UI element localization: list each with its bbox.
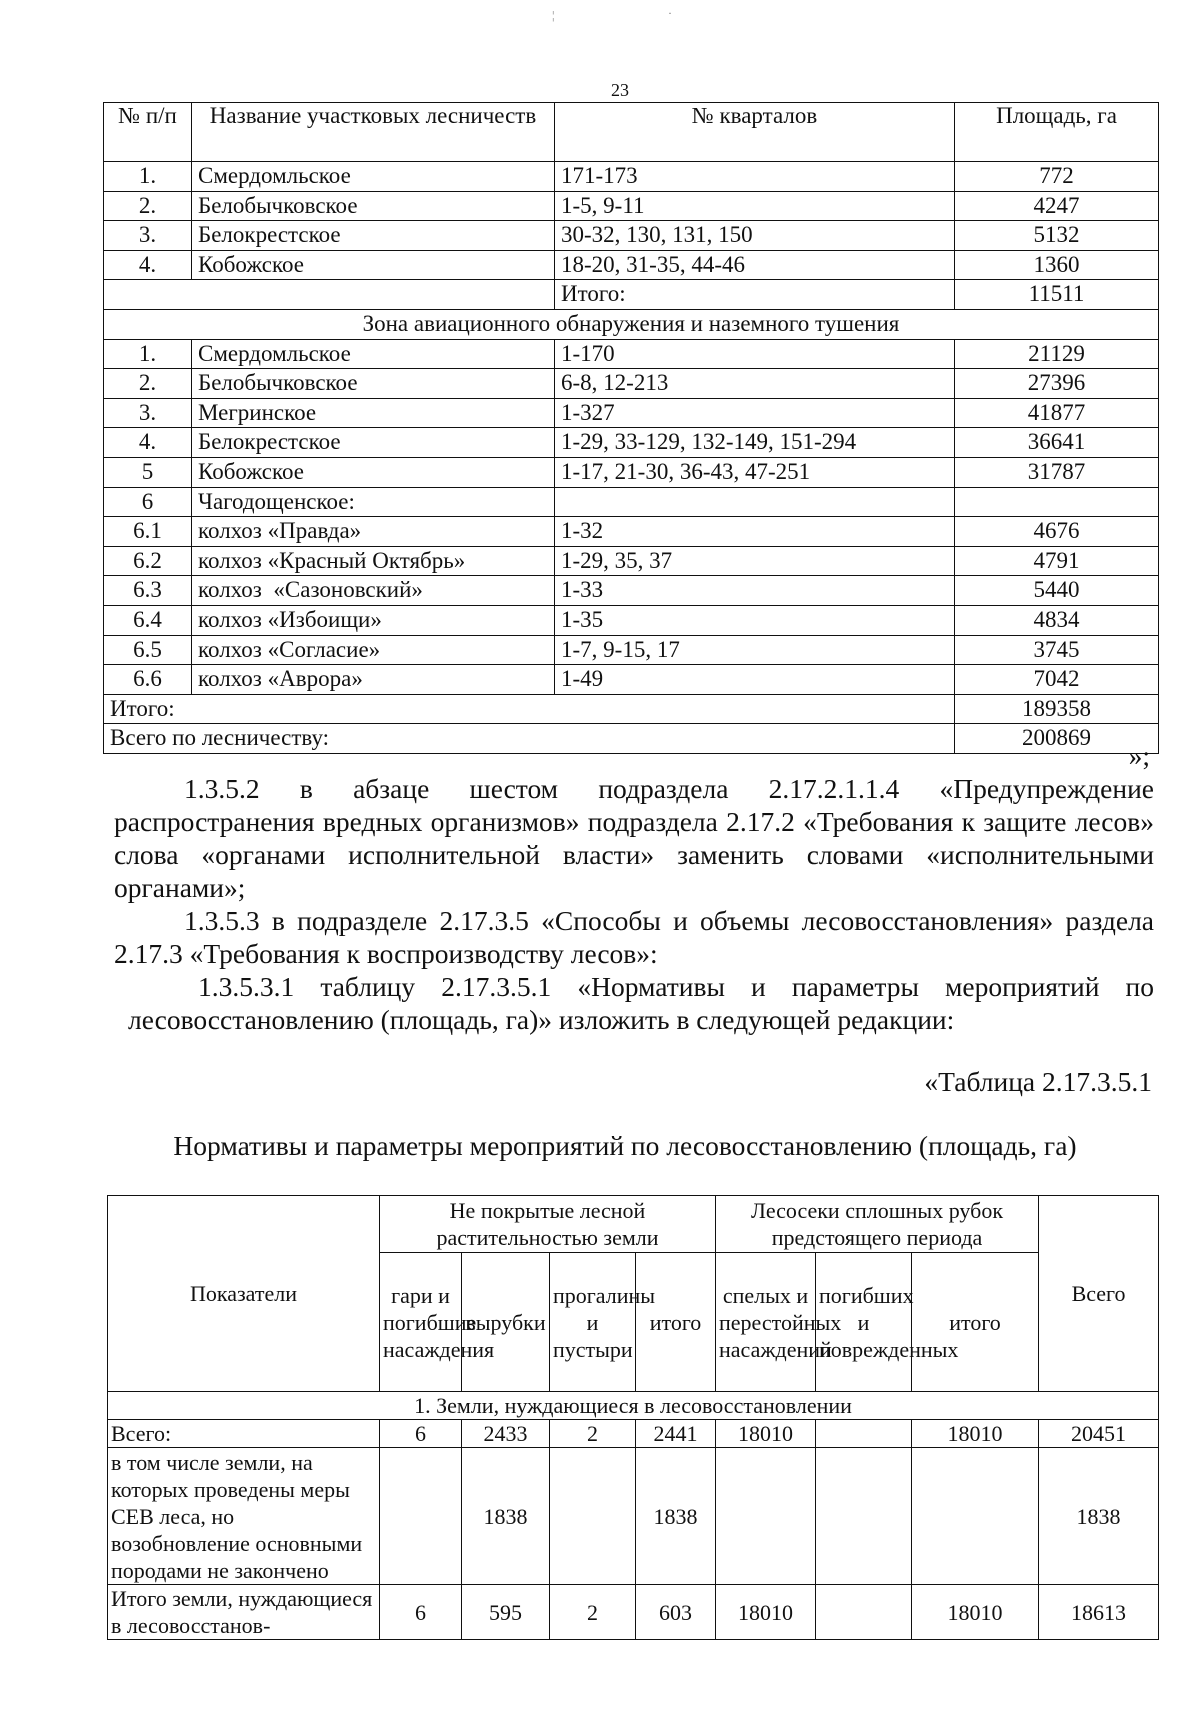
cell-value: 18010 [716,1585,816,1640]
table-row [104,665,1159,695]
paragraph-2: 1.3.5.3 в подразделе 2.17.3.5 «Способы и объемы лесовосстановления» раздела 2.17.3 «Требования к воспроизводству лесов»: [114,905,1154,969]
cell-value: 2 [550,1420,636,1448]
cell-area: 4247 [955,191,1159,221]
cell-area: 21129 [955,339,1159,369]
cell-quarters: 1-32 [555,517,955,547]
cell-name: Смердомльское [192,339,555,369]
table-row [104,457,1159,487]
cell-num: 6.6 [104,665,192,695]
cell-num: 6.1 [104,517,192,547]
cell-value: 6 [380,1420,462,1448]
header-subtotal-1: итого [636,1253,716,1392]
cell-num: 6.5 [104,635,192,665]
cell-value [912,1448,1039,1585]
cell-num: 6.4 [104,605,192,635]
page-number: 23 [611,80,629,100]
cell-area: 5132 [955,221,1159,251]
cell-quarters: 30-32, 130, 131, 150 [555,221,955,251]
grand-total-label: Всего по лесничеству: [104,724,955,754]
total-area: 189358 [955,694,1159,724]
header-group-uncovered: Не покрытые лесной растительностью земли [380,1196,716,1253]
table-row [104,191,1159,221]
cell-area: 41877 [955,398,1159,428]
cell-quarters: 1-33 [555,576,955,606]
header-name: Название участковых лесничеств [192,103,555,162]
cell-area: 4791 [955,546,1159,576]
total-label: Итого: [104,694,955,724]
header-total: Всего [1039,1196,1159,1392]
closing-quote: »; [1128,740,1150,771]
header-damaged: погибших и поврежденных [816,1253,912,1392]
header-indicators: Показатели [108,1196,380,1392]
grand-total-area: 200869 [955,724,1159,754]
zone-title-row [104,309,1159,339]
table-title: Нормативы и параметры мероприятий по лесовосстановлению (площадь, га) [173,1130,1077,1161]
table-row [108,1420,1159,1448]
header-num: № п/п [104,103,192,162]
table-row [104,221,1159,251]
cell-num: 5 [104,457,192,487]
cell-area: 31787 [955,457,1159,487]
header-mature: спелых и перестойных насаждений [716,1253,816,1392]
cell-num: 6 [104,487,192,517]
cell-value: 6 [380,1585,462,1640]
cell-quarters: 1-29, 35, 37 [555,546,955,576]
cell-area: 7042 [955,665,1159,695]
cell-quarters: 1-170 [555,339,955,369]
cell-quarters: 1-29, 33-129, 132-149, 151-294 [555,428,955,458]
cell-value [716,1448,816,1585]
header-area: Площадь, га [955,103,1159,162]
cell-num: 3. [104,221,192,251]
section-title: 1. Земли, нуждающиеся в лесовосстановлении [108,1392,1159,1420]
cell-area: 1360 [955,250,1159,280]
cell-value [816,1420,912,1448]
cell-name: колхоз «Согласие» [192,635,555,665]
cell-value: 18010 [912,1420,1039,1448]
cell-name: колхоз «Правда» [192,517,555,547]
scan-speck: · [668,6,672,20]
cell-name: Белокрестское [192,428,555,458]
cell-quarters: 1-5, 9-11 [555,191,955,221]
paragraph-1: 1.3.5.2 в абзаце шестом подраздела 2.17.2.1.1.4 «Предупреждение распространения вредных организмов» подраздела 2.17.2 «Требования к защите лесов» слова «органами исполнительной власти» заменить словами «исполнительными органами»; [114,773,1154,903]
table-row [104,339,1159,369]
cell-name: колхоз «Красный Октябрь» [192,546,555,576]
cell-value: 18010 [912,1585,1039,1640]
header-quarters: № кварталов [555,103,955,162]
cell-quarters: 1-327 [555,398,955,428]
cell-quarters [555,487,955,517]
cell-value: 2 [550,1585,636,1640]
cell-name: Кобожское [192,250,555,280]
cell-value [816,1448,912,1585]
table-row [104,250,1159,280]
reforestation-table [107,1195,1159,1640]
subtotal-area: 11511 [955,280,1159,310]
row-label: Всего: [108,1420,380,1448]
scan-speck: ¦ [552,8,555,22]
table-row [104,635,1159,665]
table-row [104,162,1159,192]
cell-value: 18010 [716,1420,816,1448]
table-header-row [104,103,1159,162]
cell-name: колхоз «Аврора» [192,665,555,695]
row-label: Итого земли, нуждающиеся в лесовосстанов- [108,1585,380,1640]
paragraph-3: 1.3.5.3.1 таблицу 2.17.3.5.1 «Нормативы и параметры мероприятий по лесовосстановлению (площадь, га)» изложить в следующей редакции: [128,971,1154,1035]
row-label: в том числе земли, на которых проведены меры СЕВ леса, но возобновление основными породами не закончено [108,1448,380,1585]
cell-name: колхоз «Избоищи» [192,605,555,635]
cell-value: 1838 [636,1448,716,1585]
cell-quarters: 1-35 [555,605,955,635]
cell-num: 1. [104,162,192,192]
cell-value: 2433 [462,1420,550,1448]
cell-area: 36641 [955,428,1159,458]
cell-num: 6.2 [104,546,192,576]
cell-quarters: 1-7, 9-15, 17 [555,635,955,665]
cell-quarters: 1-49 [555,665,955,695]
table-caption: «Таблица 2.17.3.5.1 [924,1066,1152,1097]
cell-total: 20451 [1039,1420,1159,1448]
table-row [104,576,1159,606]
header-subtotal-2: итого [912,1253,1039,1392]
table-row [108,1448,1159,1585]
cell-num: 1. [104,339,192,369]
forestry-areas-table [103,102,1159,754]
cell-num: 2. [104,191,192,221]
cell-quarters: 171-173 [555,162,955,192]
total-row [104,694,1159,724]
cell-name: Смердомльское [192,162,555,192]
cell-value: 595 [462,1585,550,1640]
header-cuttings: вырубки [462,1253,550,1392]
subtotal-row [104,280,1159,310]
table-row [108,1585,1159,1640]
cell-num: 4. [104,428,192,458]
table-row [104,546,1159,576]
cell-quarters: 18-20, 31-35, 44-46 [555,250,955,280]
table-row [104,517,1159,547]
cell-area: 5440 [955,576,1159,606]
cell-value: 2441 [636,1420,716,1448]
cell-quarters: 6-8, 12-213 [555,369,955,399]
table-row [104,605,1159,635]
grand-total-row [104,724,1159,754]
cell-name: Чагодощенское: [192,487,555,517]
cell-num: 6.3 [104,576,192,606]
zone-title: Зона авиационного обнаружения и наземного тушения [104,309,1159,339]
cell-name: Белобычковское [192,191,555,221]
cell-quarters: 1-17, 21-30, 36-43, 47-251 [555,457,955,487]
cell-num: 2. [104,369,192,399]
cell-total: 18613 [1039,1585,1159,1640]
table-row [104,428,1159,458]
cell-area: 4834 [955,605,1159,635]
cell-name: Кобожское [192,457,555,487]
table-header-row [108,1196,1159,1253]
table-row [104,398,1159,428]
cell-name: Мегринское [192,398,555,428]
cell-area: 772 [955,162,1159,192]
cell-value: 603 [636,1585,716,1640]
cell-num: 3. [104,398,192,428]
section-row [108,1392,1159,1420]
cell-area [955,487,1159,517]
cell-name: Белокрестское [192,221,555,251]
header-glades: прогалины и пустыри [550,1253,636,1392]
cell-value [380,1448,462,1585]
cell-value [816,1585,912,1640]
cell-empty [104,280,555,310]
cell-value [550,1448,636,1585]
cell-value: 1838 [462,1448,550,1585]
cell-name: Белобычковское [192,369,555,399]
cell-num: 4. [104,250,192,280]
subtotal-label: Итого: [555,280,955,310]
cell-area: 27396 [955,369,1159,399]
cell-name: колхоз «Сазоновский» [192,576,555,606]
cell-area: 3745 [955,635,1159,665]
header-group-clearcuts: Лесосеки сплошных рубок предстоящего периода [716,1196,1039,1253]
cell-area: 4676 [955,517,1159,547]
cell-total: 1838 [1039,1448,1159,1585]
table-row [104,487,1159,517]
header-burns: гари и погибшие насаждения [380,1253,462,1392]
table-row [104,369,1159,399]
